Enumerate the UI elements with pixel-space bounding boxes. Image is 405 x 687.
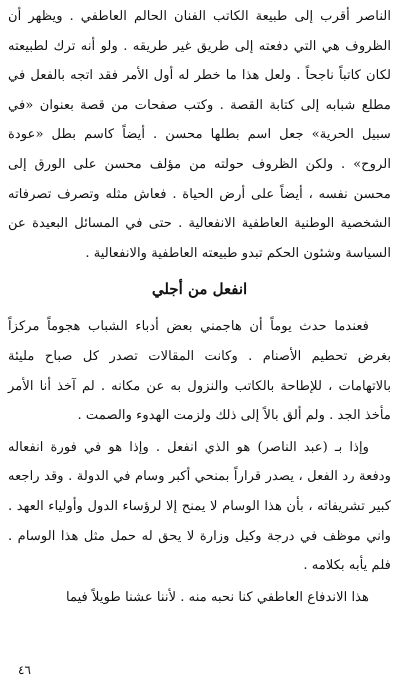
section-heading: انفعل من أجلي: [151, 280, 248, 299]
text-line: الروح» . ولكن الظروف حولته من مؤلف محسن على الورق إلى: [8, 156, 391, 172]
text-line: الظروف هي التي دفعته إلى طريق غير طريقه . ولو أنه ترك لطبيعته: [8, 38, 391, 54]
text-line: مطلع شبابه إلى كتابة القصة . وكتب صفحات من قصة بعنوان: [39, 97, 391, 113]
text-line: السياسة وشئون الحكم تبدو طبيعته العاطفية والانفعالية .: [85, 245, 391, 261]
opening-paragraph: [8, 2, 391, 268]
text-line: محسن نفسه ، أيضاً على أرض الحياة . فعاش مثله وتصرف تصرفاته: [8, 186, 391, 202]
text-line: لكان كاتباً ناجحاً . ولعل هذا ما خطر له أول الأمر فقد اتجه بالفعل في: [8, 68, 391, 84]
paragraph-1: فعندما حدث يوماً أن هاجمني بعض أدباء الشباب هجوماً مركزاً بغرض تحطيم الأصنام . وكانت المقالات تصدر كل صباح مليئة بالاتهامات ، للإطاحة بالكاتب والنزول به عن مكانه . لم آخذ أنا الأمر مأخذ الجد . ولم ألق بالاً إلى ذلك ولزمت الهدوء والصمت .: [8, 319, 391, 424]
paragraph-3: هذا الاندفاع العاطفي كنا نحبه منه . لأننا عشنا طويلاً فيما: [65, 589, 369, 605]
text-line: الشخصية الوطنية العاطفية الانفعالية . حتى في المسائل البعيدة عن: [8, 216, 391, 232]
page-number: ٤٦: [18, 663, 31, 677]
text-line: «في سبيل الحرية» جعل اسم بطلها محسن . أيضاً كاسم بطل «عودة: [8, 97, 391, 143]
text-line: الناصر أقرب إلى طبيعة الكاتب الفنان الحالم العاطفي . ويظهر أن: [8, 9, 391, 24]
paragraph-2: وإذا بـ (عبد الناصر) هو الذي انفعل . وإذا هو في فورة انفعاله ودفعة رد الفعل ، يصدر قراراً بمنحي أكبر وسام في الدولة . وقد راجعه كبير تشريفاته ، بأن هذا الوسام لا يمنح إلا لرؤساء الدول وأولياء العهد . واني موظف في درجة وكيل وزارة لا يحق له حمل مثل هذا الوسام . فلم يأبه بكلامه .: [8, 439, 391, 574]
